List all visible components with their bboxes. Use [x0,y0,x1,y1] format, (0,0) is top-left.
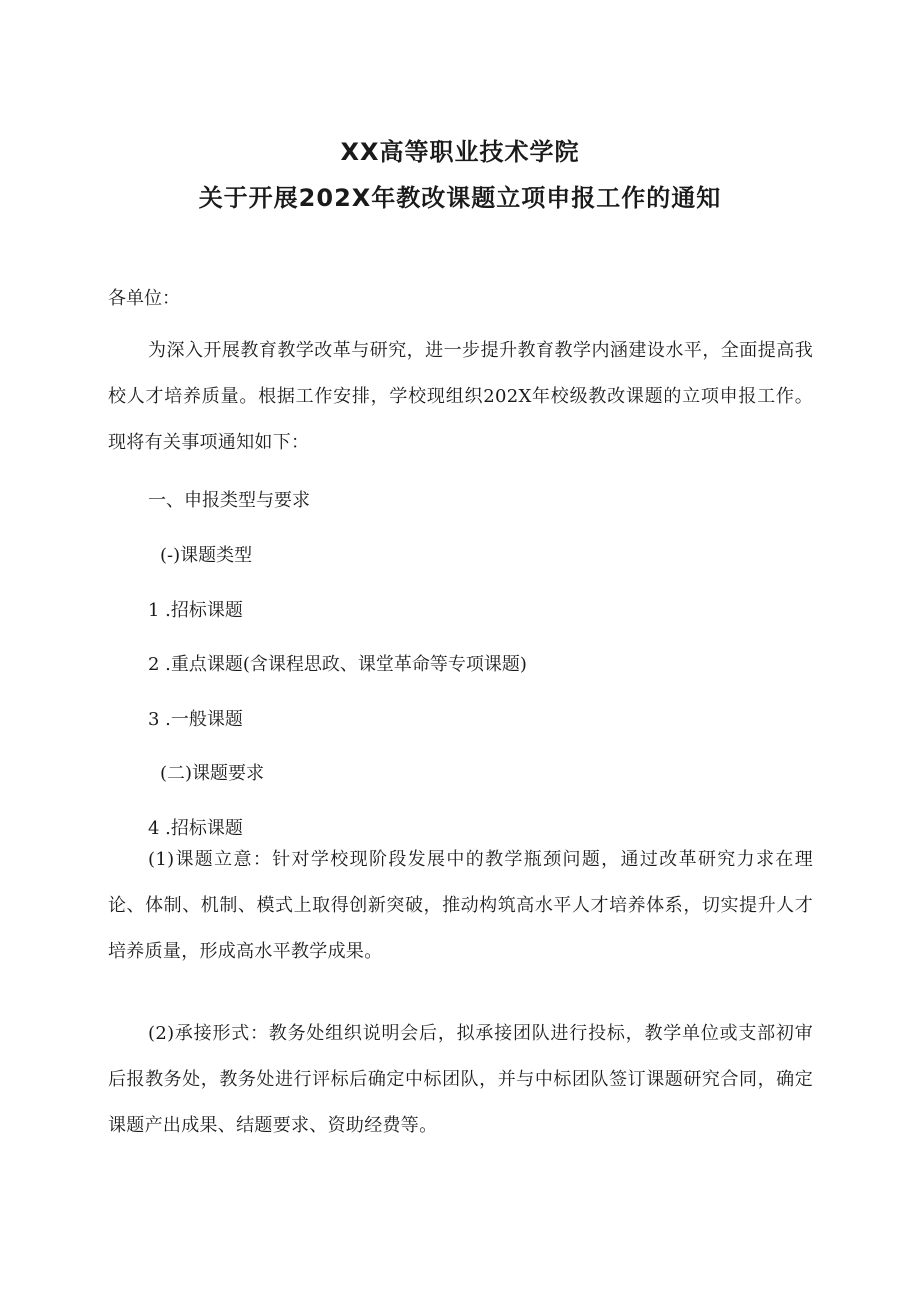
subsection-heading-types: (-)课题类型 [160,545,253,566]
subsection-heading-requirements: (二)课题要求 [160,763,265,784]
requirement-item-4: 4 .招标课题 [148,818,243,839]
type-item-1: 1 .招标课题 [148,600,243,621]
requirement-paragraph-2: (2)承接形式：教务处组织说明会后，拟承接团队进行投标，教学单位或支部初审后报教务处，教务处进行评标后确定中标团队，并与中标团队签订课题研究合同，确定课题产出成果、结题要求、资助经费等。 [108,1023,813,1136]
salutation: 各单位： [108,288,180,309]
document-title-line-2: 关于开展202X年教改课题立项申报工作的通知 [198,184,722,212]
type-item-3: 3 .一般课题 [148,709,243,730]
requirement-paragraph-1: (1)课题立意：针对学校现阶段发展中的教学瓶颈问题，通过改革研究力求在理论、体制、机制、模式上取得创新突破，推动构筑高水平人才培养体系，切实提升人才培养质量，形成高水平教学成果。 [108,849,813,962]
document-title-line-1: XX高等职业技术学院 [340,138,580,166]
type-item-2: 2 .重点课题(含课程思政、课堂革命等专项课题) [148,654,527,675]
intro-paragraph: 为深入开展教育教学改革与研究，进一步提升教育教学内涵建设水平，全面提高我校人才培养质量。根据工作安排，学校现组织202X年校级教改课题的立项申报工作。现将有关事项通知如下： [108,340,813,453]
section-heading-1: 一、申报类型与要求 [148,490,310,511]
